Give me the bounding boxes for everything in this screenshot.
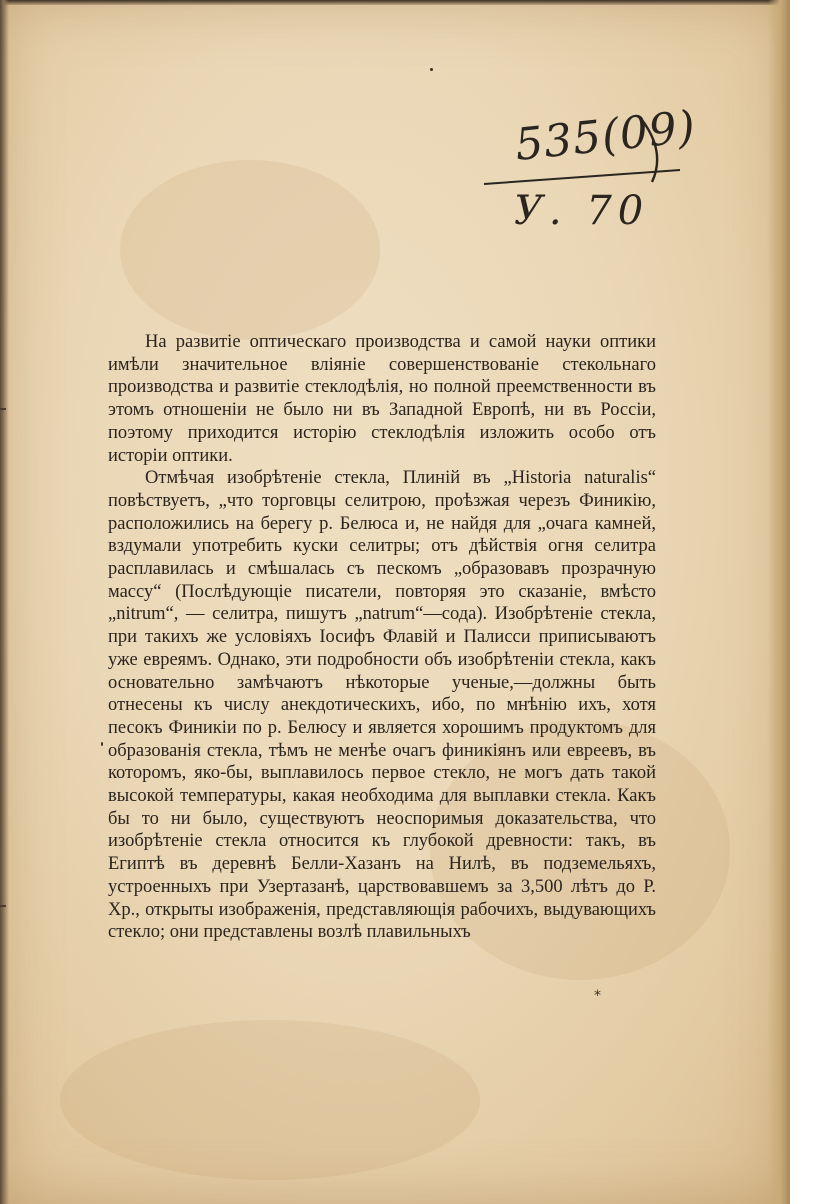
footer-asterisk: * bbox=[594, 988, 601, 1004]
paper-stain bbox=[120, 160, 380, 340]
shelfmark-classification: 535(09) bbox=[512, 101, 699, 171]
page-body-text bbox=[108, 331, 656, 944]
paragraph: На развитіе оптическаго производства и самой науки оптики имѣли значительное вліяніе совершенствованіе стекольнаго производства и развитіе стеклодѣлія, но полной преемственности въ этомъ отношеніи не было ни въ Западной Европѣ, ни въ Россіи, поэтому приходится исторію стеклодѣлія изложить особо отъ исторіи оптики. bbox=[108, 332, 656, 466]
ink-speck bbox=[430, 68, 433, 71]
paper-stain bbox=[60, 1020, 480, 1180]
page-top-border bbox=[0, 0, 790, 5]
ink-speck bbox=[101, 742, 103, 746]
page-left-edge bbox=[0, 0, 9, 1204]
paragraph: Отмѣчая изобрѣтеніе стекла, Плиній въ „Historia naturalis“ повѣствуетъ, „что торговцы селитрою, проѣзжая черезъ Финикію, расположились на берегу р. Белюса и, не найдя для „очага камней, вздумали употребить куски селитры; отъ дѣйствія огня селитра расплавилась и смѣшалась съ пескомъ „образовавъ прозрачную массу“ (Послѣдующіе писатели, повторяя это сказаніе, вмѣсто „nitrum“, — селитра, пишутъ „natrum“—сода). Изобрѣтеніе стекла, при такихъ же условіяхъ Іосифъ Флавій и Палисси приписываютъ уже евреямъ. Однако, эти подробности объ изобрѣтеніи стекла, какъ основательно замѣчаютъ нѣкоторые ученые,—должны быть отнесены къ числу анекдотическихъ, ибо, по мнѣнію ихъ, хотя песокъ Финикіи по р. Белюсу и является хорошимъ продуктомъ для образованія стекла, тѣмъ не менѣе очагъ финикіянъ или евреевъ, въ которомъ, яко-бы, выплавилось первое стекло, не могъ дать такой высокой температуры, какая необходима для выплавки стекла. Какъ бы то ни было, существуютъ неоспоримыя доказательства, что изобрѣтеніе стекла относится къ глубокой древности: такъ, въ Египтѣ въ деревнѣ Белли-Хазанъ на Нилѣ, въ подземельяхъ, устроенныхъ при Узертазанѣ, царствовавшемъ за 3,500 лѣтъ до Р. Хр., открыты изображенія, представляющія рабочихъ, выдувающихъ стекло; они представлены возлѣ плавильныхъ bbox=[108, 468, 656, 943]
shelfmark-number: У. 70 bbox=[514, 188, 650, 234]
binding-mark bbox=[0, 408, 6, 410]
handwritten-shelfmark bbox=[480, 101, 699, 252]
binding-mark bbox=[0, 905, 6, 907]
page-right-edge bbox=[768, 0, 790, 1204]
